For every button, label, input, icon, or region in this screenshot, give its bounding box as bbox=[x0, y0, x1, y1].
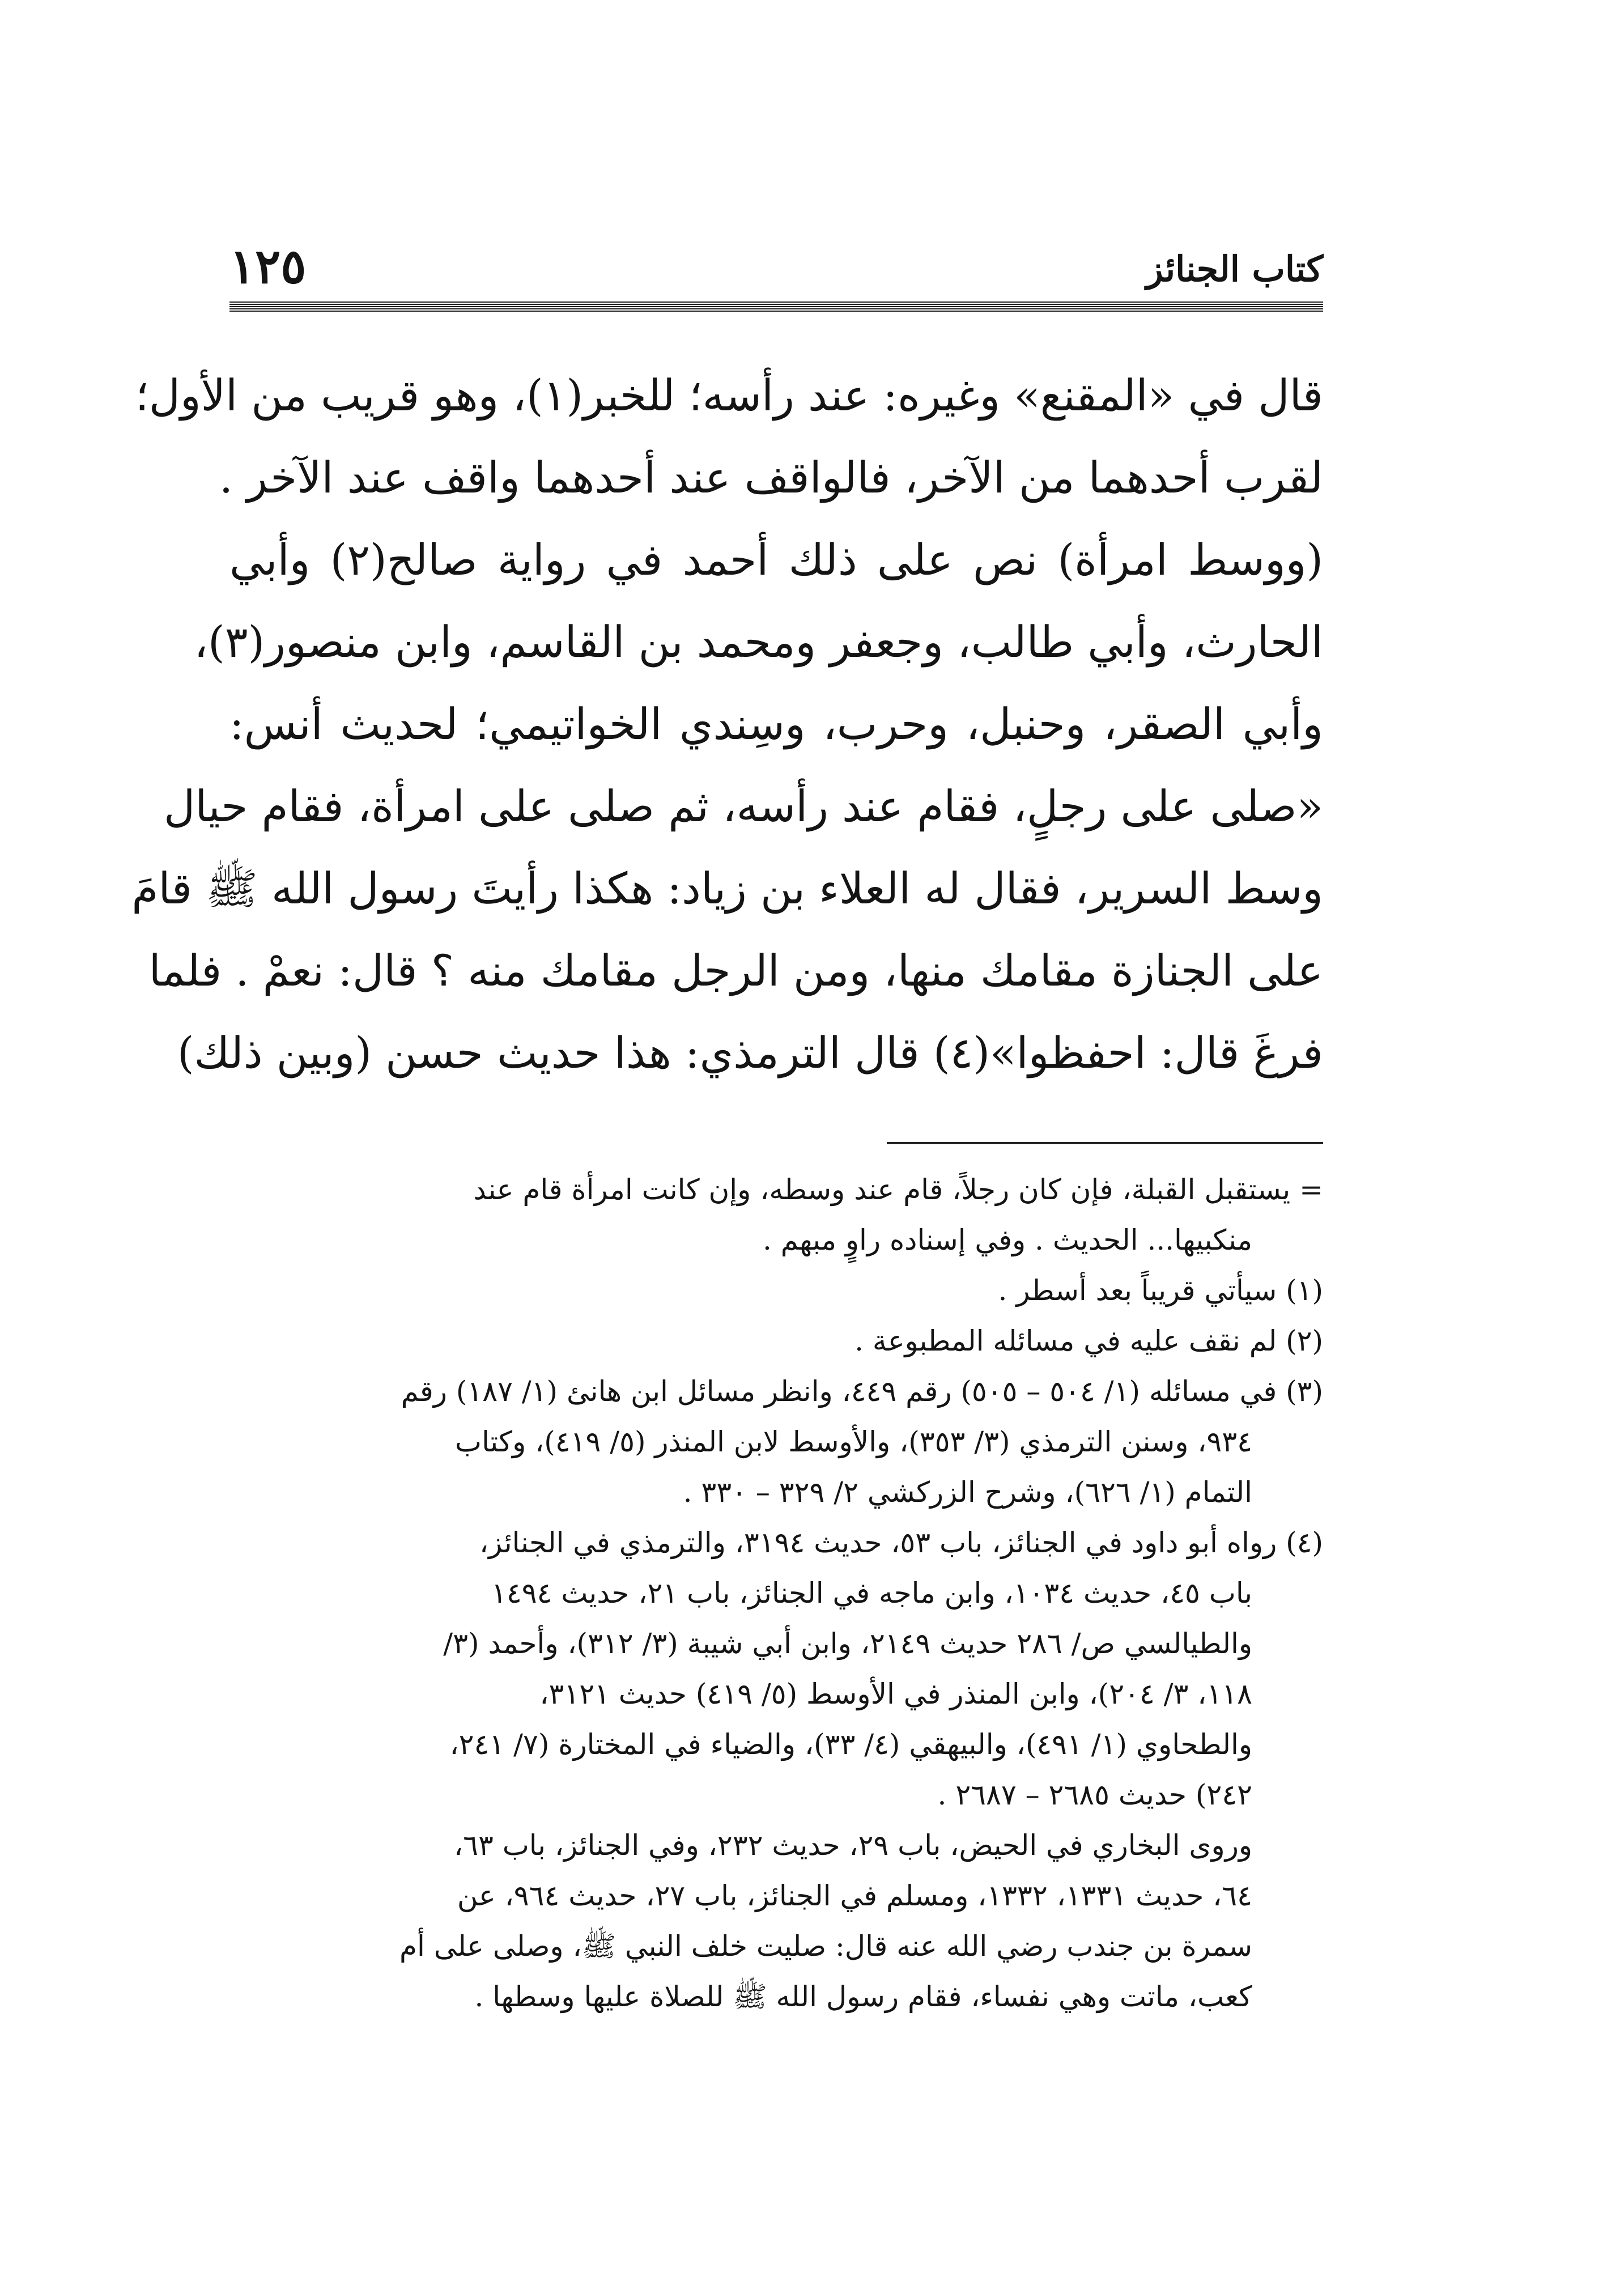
text-line: وأبي الصقر، وحنبل، وحرب، وسِندي الخواتيمي؛ لحديث أنس: bbox=[229, 699, 1323, 749]
text-line: «صلى على رجلٍ، فقام عند رأسه، ثم صلى على امرأة، فقام حيال bbox=[164, 781, 1323, 831]
footnote-line: ٦٤، حديث ١٣٣١، ١٣٣٢، ومسلم في الجنائز، باب ٢٧، حديث ٩٦٤، عن bbox=[457, 1879, 1252, 1912]
footnote-line: (٣) في مسائله (١/ ٥٠٤ – ٥٠٥) رقم ٤٤٩، وانظر مسائل ابن هانئ (١/ ١٨٧) رقم bbox=[401, 1375, 1323, 1408]
footnote-separator bbox=[887, 1142, 1323, 1144]
text-line: على الجنازة مقامك منها، ومن الرجل مقامك منه ؟ قال: نعمْ . فلما bbox=[148, 945, 1323, 996]
footnote-line: (٢) لم نقف عليه في مسائله المطبوعة . bbox=[854, 1324, 1323, 1357]
footnote-line: وروى البخاري في الحيض، باب ٢٩، حديث ٢٣٢، وفي الجنائز، باب ٦٣، bbox=[453, 1829, 1252, 1862]
main-text bbox=[131, 354, 1323, 1094]
footnote-line: ٢٤٢) حديث ٢٦٨٥ – ٢٦٨٧ . bbox=[937, 1778, 1252, 1811]
footnote-line: = يستقبل القبلة، فإن كان رجلاً، قام عند وسطه، وإن كانت امرأة قام عند bbox=[473, 1173, 1323, 1206]
footnote-line: التمام (١/ ٦٢٦)، وشرح الزركشي ٢/ ٣٢٩ – ٣٣٠ . bbox=[683, 1476, 1252, 1509]
footnote-line: سمرة بن جندب رضي الله عنه قال: صليت خلف النبي ﷺ، وصلى على أم bbox=[399, 1930, 1252, 1963]
text-line: (ووسط امرأة) نص على ذلك أحمد في رواية صالح(٢) وأبي bbox=[229, 534, 1323, 585]
footnote-line: (١) سيأتي قريباً بعد أسطر . bbox=[998, 1274, 1323, 1307]
header-rule bbox=[229, 302, 1323, 313]
chapter-title: كتاب الجنائز bbox=[1146, 248, 1323, 290]
text-line: الحارث، وأبي طالب، وجعفر ومحمد بن القاسم، وابن منصور(٣)، bbox=[194, 617, 1323, 667]
footnote-line: ١١٨، ٣/ ٢٠٤)، وابن المنذر في الأوسط (٥/ ٤١٩) حديث ٣١٢١، bbox=[539, 1678, 1252, 1710]
footnote-line: منكبيها... الحديث . وفي إسناده راوٍ مبهم . bbox=[763, 1224, 1252, 1256]
running-header bbox=[229, 238, 1323, 300]
page-number: ١٢٥ bbox=[229, 238, 307, 294]
footnote-line: ٩٣٤، وسنن الترمذي (٣/ ٣٥٣)، والأوسط لابن المنذر (٥/ ٤١٩)، وكتاب bbox=[454, 1425, 1252, 1458]
footnote-line: باب ٤٥، حديث ١٠٣٤، وابن ماجه في الجنائز، باب ٢١، حديث ١٤٩٤ bbox=[491, 1577, 1252, 1610]
footnotes bbox=[229, 1165, 1323, 2022]
text-line: قال في «المقنع» وغيره: عند رأسه؛ للخبر(١)، وهو قريب من الأول؛ bbox=[135, 370, 1323, 421]
footnote-line: (٤) رواه أبو داود في الجنائز، باب ٥٣، حديث ٣١٩٤، والترمذي في الجنائز، bbox=[479, 1526, 1323, 1559]
text-line: فرغَ قال: احفظوا»(٤) قال الترمذي: هذا حديث حسن (وبين ذلك) bbox=[177, 1027, 1323, 1078]
text-line: لقرب أحدهما من الآخر، فالواقف عند أحدهما واقف عند الآخر . bbox=[219, 452, 1323, 503]
text-line: وسط السرير، فقال له العلاء بن زياد: هكذا رأيتَ رسول الله ﷺ قامَ bbox=[131, 863, 1323, 914]
footnote-line: كعب، ماتت وهي نفساء، فقام رسول الله ﷺ للصلاة عليها وسطها . bbox=[474, 1980, 1252, 2013]
footnote-line: والطيالسي ص/ ٢٨٦ حديث ٢١٤٩، وابن أبي شيبة (٣/ ٣١٢)، وأحمد (٣/ bbox=[443, 1627, 1252, 1660]
footnote-line: والطحاوي (١/ ٤٩١)، والبيهقي (٤/ ٣٣)، والضياء في المختارة (٧/ ٢٤١، bbox=[449, 1728, 1252, 1761]
